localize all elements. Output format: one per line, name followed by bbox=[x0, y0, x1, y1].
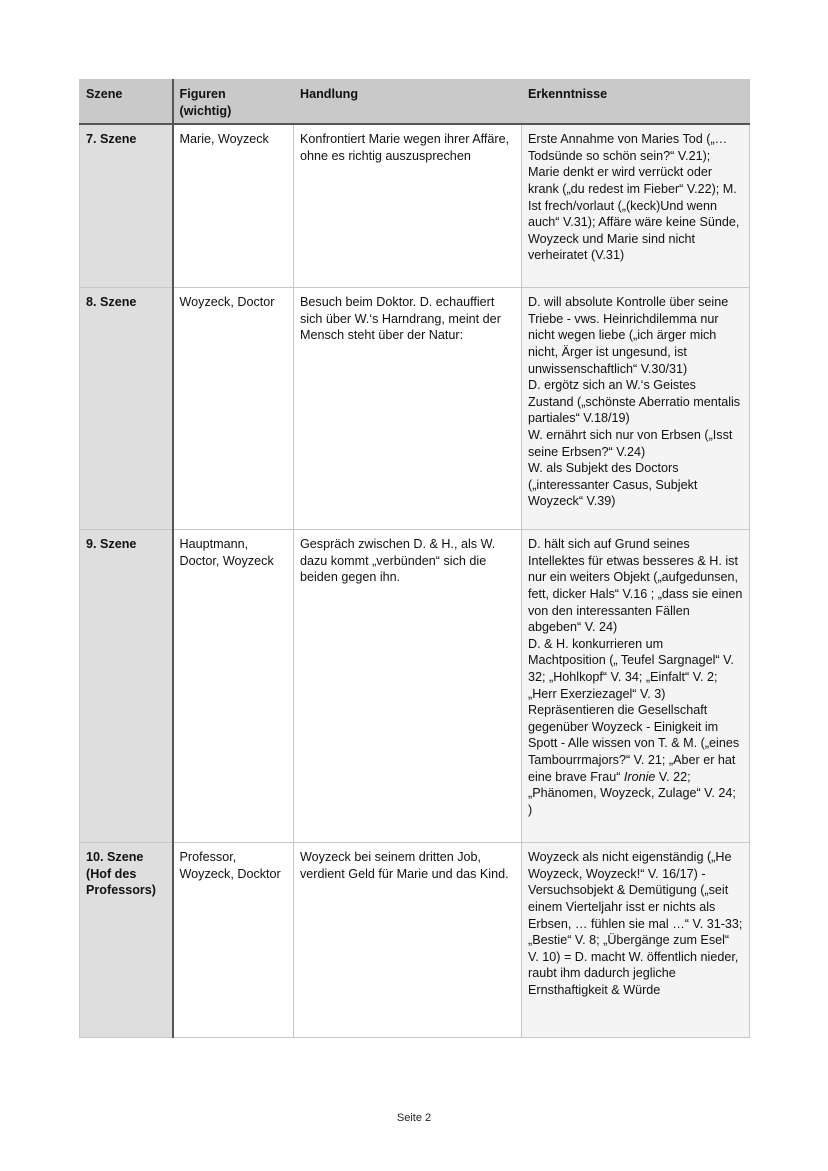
cell-handlung: Konfrontiert Marie wegen ihrer Affäre, ohne es richtig auszusprechen bbox=[294, 124, 522, 288]
table-row bbox=[80, 124, 750, 288]
cell-handlung: Gespräch zwischen D. & H., als W. dazu kommt „verbünden“ sich die beiden gegen ihn. bbox=[294, 530, 522, 843]
cell-szene: 9. Szene bbox=[80, 530, 173, 843]
header-erkenntnisse: Erkenntnisse bbox=[522, 80, 750, 125]
insight-line: D. hält sich auf Grund seines Intellektes für etwas besseres & H. ist nur ein weiters Objekt („aufgedunsen, fett, dicker Hals“ V.16 ; „dass sie einen von den interessanten Fällen abgeben“ V. 24) bbox=[528, 537, 743, 635]
table-header bbox=[80, 80, 750, 125]
insight-line: W. als Subjekt des Doctors („interessanter Casus, Subjekt Woyzeck“ V.39) bbox=[528, 461, 698, 509]
document-page bbox=[79, 79, 749, 1038]
cell-handlung: Woyzeck bei seinem dritten Job, verdient Geld für Marie und das Kind. bbox=[294, 843, 522, 1038]
insight-line: D. will absolute Kontrolle über seine Triebe - vws. Heinrichdilemma nur nicht wegen liebe („ich ärger mich nicht, Ärger ist ungesund, ist unwissenschaftlich“ V.30/31) bbox=[528, 295, 729, 376]
cell-erkenntnisse bbox=[522, 530, 750, 843]
cell-erkenntnisse: Erste Annahme von Maries Tod („…Todsünde so schön sein?“ V.21); Marie denkt er wird verrückt oder krank („du redest im Fieber“ V.22); M. Ist frech/vorlaut („(keck)Und wenn auch“ V.31); Affäre wäre keine Sünde, Woyzeck und Marie sind nicht verheiratet (V.31) bbox=[522, 124, 750, 288]
insight-line: D. & H. konkurrieren um Machtposition („ Teufel Sargnagel“ V. 32; „Hohlkopf“ V. 34; „Einfalt“ V. 2; „Herr Exerziezagel“ V. 3) bbox=[528, 636, 734, 701]
cell-handlung: Besuch beim Doktor. D. echauffiert sich über W.‘s Harndrang, meint der Mensch steht über der Natur: bbox=[294, 288, 522, 530]
table-row bbox=[80, 530, 750, 843]
insight-line: D. ergötz sich an W.‘s Geistes Zustand („schönste Aberratio mentalis partiales“ V.18/19) bbox=[528, 378, 741, 426]
page-number: Seite 2 bbox=[396, 1112, 432, 1124]
insight-text: V. 22; „Phänomen, Woyzeck, Zulage“ V. 24; ) bbox=[528, 769, 736, 817]
header-handlung: Handlung bbox=[294, 80, 522, 125]
cell-szene: 7. Szene bbox=[80, 124, 173, 288]
cell-figuren: Marie, Woyzeck bbox=[173, 124, 294, 288]
insight-line: W. ernährt sich nur von Erbsen („Isst seine Erbsen?“ V.24) bbox=[528, 427, 733, 459]
header-figuren: Figuren (wichtig) bbox=[173, 80, 294, 125]
header-szene: Szene bbox=[80, 80, 173, 125]
insight-text: Repräsentieren die Gesellschaft gegenüber Woyzeck - Einigkeit im Spott - Alle wissen von T. & M. („eines Tambourrmajors?“ V. 21; „Aber er hat eine brave Frau“ bbox=[528, 703, 740, 784]
scene-analysis-table bbox=[79, 79, 750, 1038]
insight-line bbox=[528, 702, 743, 818]
cell-erkenntnisse bbox=[522, 288, 750, 530]
table-row bbox=[80, 843, 750, 1038]
insight-italic: Ironie bbox=[623, 769, 656, 784]
cell-erkenntnisse: Woyzeck als nicht eigenständig („He Woyzeck, Woyzeck!“ V. 16/17) - Versuchsobjekt & Demütigung („seit einem Vierteljahr isst er nichts als Erbsen, … fühlen sie mal …“ V. 31-33; „Bestie“ V. 8; „Übergänge zum Esel“ V. 10) = D. macht W. öffentlich nieder, raubt ihm dadurch jegliche Ernsthaftigkeit & Würde bbox=[522, 843, 750, 1038]
table-row bbox=[80, 288, 750, 530]
cell-szene: 10. Szene (Hof des Professors) bbox=[80, 843, 173, 1038]
cell-szene: 8. Szene bbox=[80, 288, 173, 530]
cell-figuren: Professor, Woyzeck, Docktor bbox=[173, 843, 294, 1038]
cell-figuren: Woyzeck, Doctor bbox=[173, 288, 294, 530]
cell-figuren: Hauptmann, Doctor, Woyzeck bbox=[173, 530, 294, 843]
header-row bbox=[80, 80, 750, 125]
